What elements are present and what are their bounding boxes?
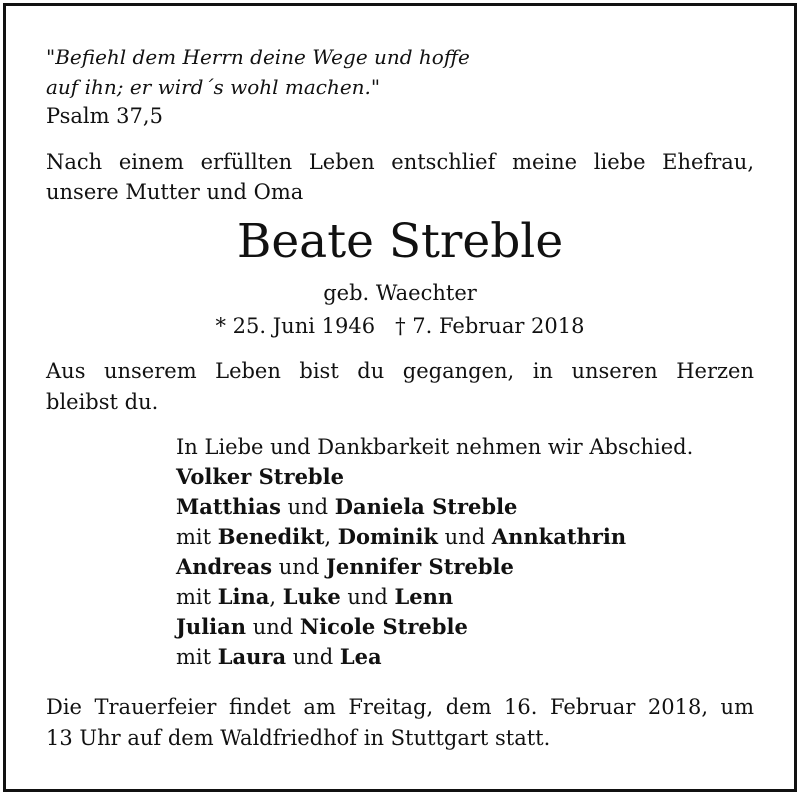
mourner-name: Lenn bbox=[394, 584, 454, 609]
connector-text: und bbox=[340, 585, 395, 609]
deceased-name: Beate Streble bbox=[236, 214, 564, 269]
connector-text: und bbox=[437, 525, 492, 549]
mourner-name: Matthias bbox=[176, 494, 281, 519]
connector-text: und bbox=[272, 555, 326, 579]
mourner-name: Lina bbox=[217, 584, 270, 609]
mourner-row bbox=[176, 552, 514, 582]
connector-text: , bbox=[269, 585, 283, 609]
mourner-name: Luke bbox=[282, 584, 341, 609]
connector-text: und bbox=[280, 495, 335, 519]
farewell-line-1: Aus unserem Leben bist du gegangen, in unseren Herzen bbox=[46, 359, 754, 383]
mourner-name: Jennifer Streble bbox=[325, 554, 514, 579]
mourner-name: Andreas bbox=[176, 554, 273, 579]
verse-line-1: "Befiehl dem Herrn deine Wege und hoffe bbox=[46, 45, 470, 69]
mourner-name: Annkathrin bbox=[491, 524, 627, 549]
farewell-line-2: bleibst du. bbox=[46, 390, 159, 414]
mourner-name: Dominik bbox=[337, 524, 438, 549]
connector-text: mit bbox=[176, 525, 218, 549]
connector-text: und bbox=[286, 645, 340, 669]
mourner-row bbox=[176, 582, 453, 612]
life-dates: * 25. Juni 1946 † 7. Februar 2018 bbox=[215, 314, 585, 338]
mourner-row bbox=[176, 612, 468, 642]
intro-line-2: unsere Mutter und Oma bbox=[46, 180, 304, 204]
connector-text: mit bbox=[176, 645, 218, 669]
verse-reference: Psalm 37,5 bbox=[46, 104, 163, 128]
mourner-row bbox=[176, 492, 517, 522]
connector-text: , bbox=[324, 525, 338, 549]
verse-line-2: auf ihn; er wird´s wohl machen." bbox=[46, 75, 381, 99]
mourner-name: Nicole Streble bbox=[299, 614, 468, 639]
mourner-name: Daniela Streble bbox=[334, 494, 518, 519]
connector-text: mit bbox=[176, 585, 218, 609]
mourners-intro: In Liebe und Dankbarkeit nehmen wir Abschied. bbox=[176, 435, 694, 459]
funeral-line-1: Die Trauerfeier findet am Freitag, dem 16. Februar 2018, um bbox=[46, 695, 754, 719]
mourner-row bbox=[176, 462, 344, 492]
mourner-row bbox=[176, 522, 626, 552]
maiden-name: geb. Waechter bbox=[323, 281, 477, 305]
mourner-name: Lea bbox=[339, 644, 382, 669]
intro-line-1: Nach einem erfüllten Leben entschlief meine liebe Ehefrau, bbox=[46, 150, 754, 174]
mourner-name: Benedikt bbox=[217, 524, 325, 549]
mourner-name: Laura bbox=[217, 644, 287, 669]
funeral-line-2: 13 Uhr auf dem Waldfriedhof in Stuttgart statt. bbox=[46, 726, 551, 750]
mourner-row bbox=[176, 642, 382, 672]
mourner-name: Volker Streble bbox=[176, 464, 344, 489]
mourner-name: Julian bbox=[176, 614, 247, 639]
connector-text: und bbox=[246, 615, 300, 639]
